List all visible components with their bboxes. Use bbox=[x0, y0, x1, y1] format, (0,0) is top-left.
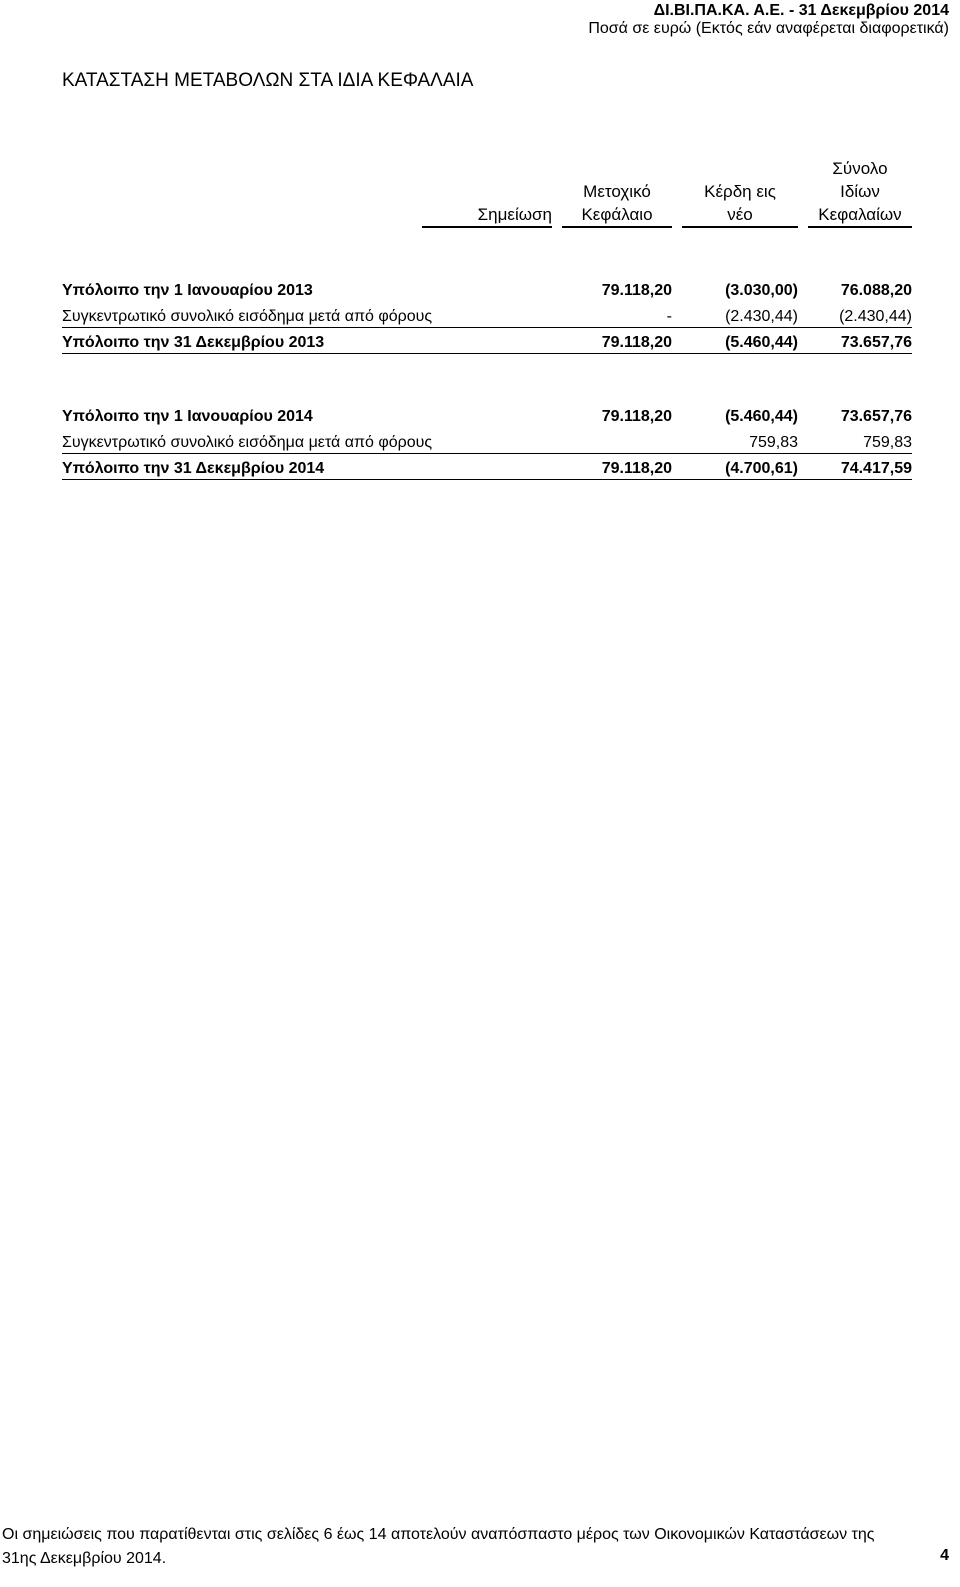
column-header-line: Ιδίων bbox=[840, 182, 880, 201]
retained-earnings-value: 759,83 bbox=[749, 434, 798, 451]
total-rule bbox=[62, 353, 912, 354]
share-capital-value: 79.118,20 bbox=[601, 408, 672, 425]
retained-earnings-value: (5.460,44) bbox=[725, 408, 798, 425]
table-row-comprehensive-income-2013 bbox=[62, 306, 912, 328]
row-label: Υπόλοιπο την 1 Ιανουαρίου 2014 bbox=[62, 408, 313, 425]
company-header: ΔΙ.ΒΙ.ΠΑ.ΚΑ. Α.Ε. - 31 Δεκεμβρίου 2014 bbox=[653, 2, 949, 19]
total-equity-value: 74.417,59 bbox=[840, 460, 912, 477]
currency-note: Ποσά σε ευρώ (Εκτός εάν αναφέρεται διαφορετικά) bbox=[588, 20, 949, 37]
share-capital-value: 79.118,20 bbox=[601, 334, 672, 351]
column-header-note bbox=[422, 150, 552, 228]
footer-note-line: 31ης Δεκεμβρίου 2014. bbox=[2, 1550, 167, 1567]
share-capital-value: - bbox=[666, 308, 672, 325]
share-capital-value: 79.118,20 bbox=[601, 282, 672, 299]
table-row-balance-dec-2014 bbox=[62, 458, 912, 480]
retained-earnings-value: (5.460,44) bbox=[725, 334, 798, 351]
row-label: Συγκεντρωτικό συνολικό εισόδημα μετά από φόρους bbox=[62, 434, 433, 451]
table-row-comprehensive-income-2014 bbox=[62, 432, 912, 454]
retained-earnings-value: (2.430,44) bbox=[725, 308, 798, 325]
footer-note bbox=[2, 1523, 938, 1571]
column-header-line: Κεφαλαίων bbox=[818, 205, 902, 224]
column-header-retained-earnings bbox=[682, 150, 798, 228]
total-equity-value: (2.430,44) bbox=[839, 308, 912, 325]
row-label: Υπόλοιπο την 31 Δεκεμβρίου 2014 bbox=[62, 460, 325, 477]
subtotal-rule bbox=[62, 453, 912, 454]
column-header-line: νέο bbox=[727, 205, 753, 224]
table-row-balance-jan-2013 bbox=[62, 280, 912, 302]
total-equity-value: 73.657,76 bbox=[840, 334, 912, 351]
column-header-line: Κεφάλαιο bbox=[581, 205, 653, 224]
column-header-line: Σύνολο bbox=[832, 159, 888, 178]
column-header-total-equity bbox=[808, 150, 912, 228]
share-capital-value: 79.118,20 bbox=[601, 460, 672, 477]
row-label: Υπόλοιπο την 31 Δεκεμβρίου 2013 bbox=[62, 334, 325, 351]
total-equity-value: 76.088,20 bbox=[840, 282, 912, 299]
total-equity-value: 73.657,76 bbox=[840, 408, 912, 425]
page-number: 4 bbox=[940, 1547, 949, 1564]
footer-note-line: Οι σημειώσεις που παρατίθενται στις σελίδες 6 έως 14 αποτελούν αναπόσπαστο μέρος των Οικονομικών Καταστάσεων της bbox=[2, 1526, 875, 1543]
retained-earnings-value: (4.700,61) bbox=[725, 460, 798, 477]
column-header-share-capital bbox=[562, 150, 672, 228]
row-label: Υπόλοιπο την 1 Ιανουαρίου 2013 bbox=[62, 282, 313, 299]
total-rule bbox=[62, 479, 912, 480]
total-equity-value: 759,83 bbox=[863, 434, 912, 451]
retained-earnings-value: (3.030,00) bbox=[725, 282, 798, 299]
column-header-line: Μετοχικό bbox=[583, 182, 651, 201]
statement-title: ΚΑΤΑΣΤΑΣΗ ΜΕΤΑΒΟΛΩΝ ΣΤΑ ΙΔΙΑ ΚΕΦΑΛΑΙΑ bbox=[62, 70, 474, 91]
subtotal-rule bbox=[62, 327, 912, 328]
table-row-balance-dec-2013 bbox=[62, 332, 912, 354]
table-row-balance-jan-2014 bbox=[62, 406, 912, 428]
column-header-note-line: Σημείωση bbox=[477, 205, 552, 224]
row-label: Συγκεντρωτικό συνολικό εισόδημα μετά από φόρους bbox=[62, 308, 433, 325]
column-header-line: Κέρδη εις bbox=[704, 182, 776, 201]
